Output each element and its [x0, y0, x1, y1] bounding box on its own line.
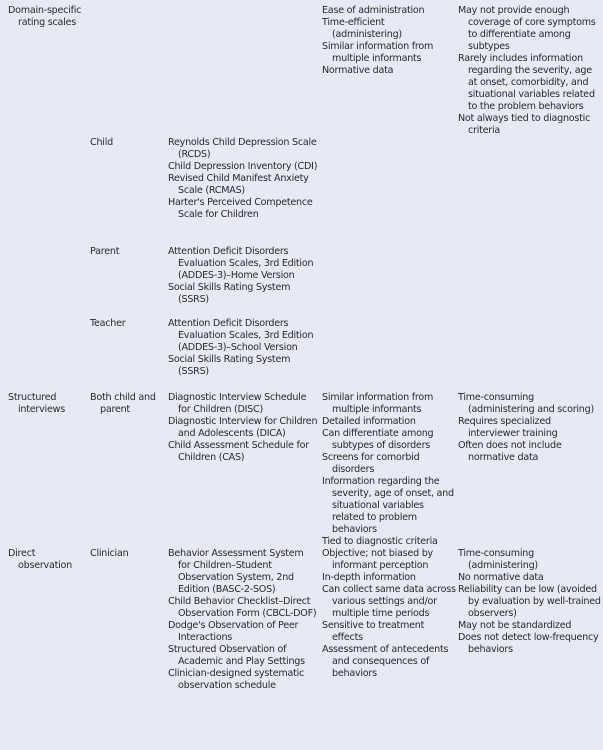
informant-label: Clinician [90, 548, 129, 559]
disadvantage-item: Rarely includes information regarding the severity, age at onset, comorbidity, and situational variables related to the problem behaviors [458, 53, 595, 112]
informant-label: Both child and parent [90, 392, 156, 415]
advantage-item: Information regarding the severity, age of onset, and situational variables related to problem behaviors [322, 476, 454, 535]
disadvantages-cell [458, 392, 603, 464]
method-label: Direct observation [8, 548, 72, 571]
advantage-item: Detailed information [322, 416, 416, 427]
informant-cell [90, 548, 166, 560]
method-label: Structured interviews [8, 392, 65, 415]
advantage-item: Screens for comorbid disorders [322, 452, 420, 475]
measure-item: Social Skills Rating System (SSRS) [168, 282, 291, 305]
informant-cell [90, 246, 166, 258]
advantage-item: Can differentiate among subtypes of disorders [322, 428, 434, 451]
disadvantage-item: No normative data [458, 572, 544, 583]
advantage-item: Objective; not biased by informant perception [322, 548, 433, 571]
measure-item: Dodge's Observation of Peer Interactions [168, 620, 299, 643]
method-cell [8, 548, 86, 572]
disadvantage-item: Not always tied to diagnostic criteria [458, 113, 591, 136]
measure-item: Reynolds Child Depression Scale (RCDS) [168, 137, 317, 160]
measure-item: Attention Deficit Disorders Evaluation Scales, 3rd Edition (ADDES-3)–Home Version [168, 246, 314, 281]
measure-item: Harter's Perceived Competence Scale for Children [168, 197, 313, 220]
advantage-item: Sensitive to treatment effects [322, 620, 425, 643]
disadvantage-item: Time-consuming (administering) [458, 548, 538, 571]
measure-item: Structured Observation of Academic and Play Settings [168, 644, 305, 667]
method-cell [8, 5, 86, 29]
disadvantage-item: Time-consuming (administering and scoring) [458, 392, 594, 415]
measure-item: Child Assessment Schedule for Children (CAS) [168, 440, 309, 463]
disadvantage-item: Does not detect low-frequency behaviors [458, 632, 599, 655]
disadvantage-item: Often does not include normative data [458, 440, 562, 463]
measures-cell [168, 246, 318, 306]
advantage-item: Can collect same data across various settings and/or multiple time periods [322, 584, 456, 619]
disadvantage-item: May not provide enough coverage of core symptoms to differentiate among subtypes [458, 5, 596, 52]
measures-cell [168, 137, 318, 221]
measure-item: Behavior Assessment System for Children–Student Observation System, 2nd Edition (BASC-2-SOS) [168, 548, 304, 595]
informant-cell [90, 318, 166, 330]
disadvantage-item: Reliability can be low (avoided by evaluation by well-trained observers) [458, 584, 601, 619]
advantages-cell [322, 392, 456, 548]
measures-cell [168, 548, 318, 692]
advantage-item: Similar information from multiple informants [322, 41, 434, 64]
disadvantage-item: May not be standardized [458, 620, 572, 631]
measure-item: Child Depression Inventory (CDI) [168, 161, 318, 172]
advantages-cell [322, 548, 456, 680]
measure-item: Clinician-designed systematic observation schedule [168, 668, 305, 691]
measure-item: Diagnostic Interview Schedule for Children (DISC) [168, 392, 307, 415]
disadvantages-cell [458, 548, 603, 656]
advantage-item: Time-efficient (administering) [322, 17, 402, 40]
method-cell [8, 392, 86, 416]
measure-item: Attention Deficit Disorders Evaluation Scales, 3rd Edition (ADDES-3)–School Version [168, 318, 314, 353]
disadvantages-cell [458, 5, 603, 137]
informant-label: Parent [90, 246, 120, 257]
advantage-item: Normative data [322, 65, 394, 76]
advantage-item: Similar information from multiple informants [322, 392, 434, 415]
informant-cell [90, 137, 166, 149]
measure-item: Social Skills Rating System (SSRS) [168, 354, 291, 377]
advantages-cell [322, 5, 456, 77]
disadvantage-item: Requires specialized interviewer training [458, 416, 558, 439]
measures-cell [168, 392, 318, 464]
informant-cell [90, 392, 166, 416]
advantage-item: Ease of administration [322, 5, 425, 16]
measure-item: Child Behavior Checklist–Direct Observation Form (CBCL-DOF) [168, 596, 317, 619]
measures-cell [168, 318, 318, 378]
informant-label: Teacher [90, 318, 126, 329]
advantage-item: In-depth information [322, 572, 416, 583]
advantage-item: Tied to diagnostic criteria [322, 536, 438, 547]
advantage-item: Assessment of antecedents and consequences of behaviors [322, 644, 449, 679]
informant-label: Child [90, 137, 113, 148]
measure-item: Diagnostic Interview for Children and Adolescents (DICA) [168, 416, 318, 439]
method-label: Domain-specific rating scales [8, 5, 82, 28]
measure-item: Revised Child Manifest Anxiety Scale (RCMAS) [168, 173, 309, 196]
